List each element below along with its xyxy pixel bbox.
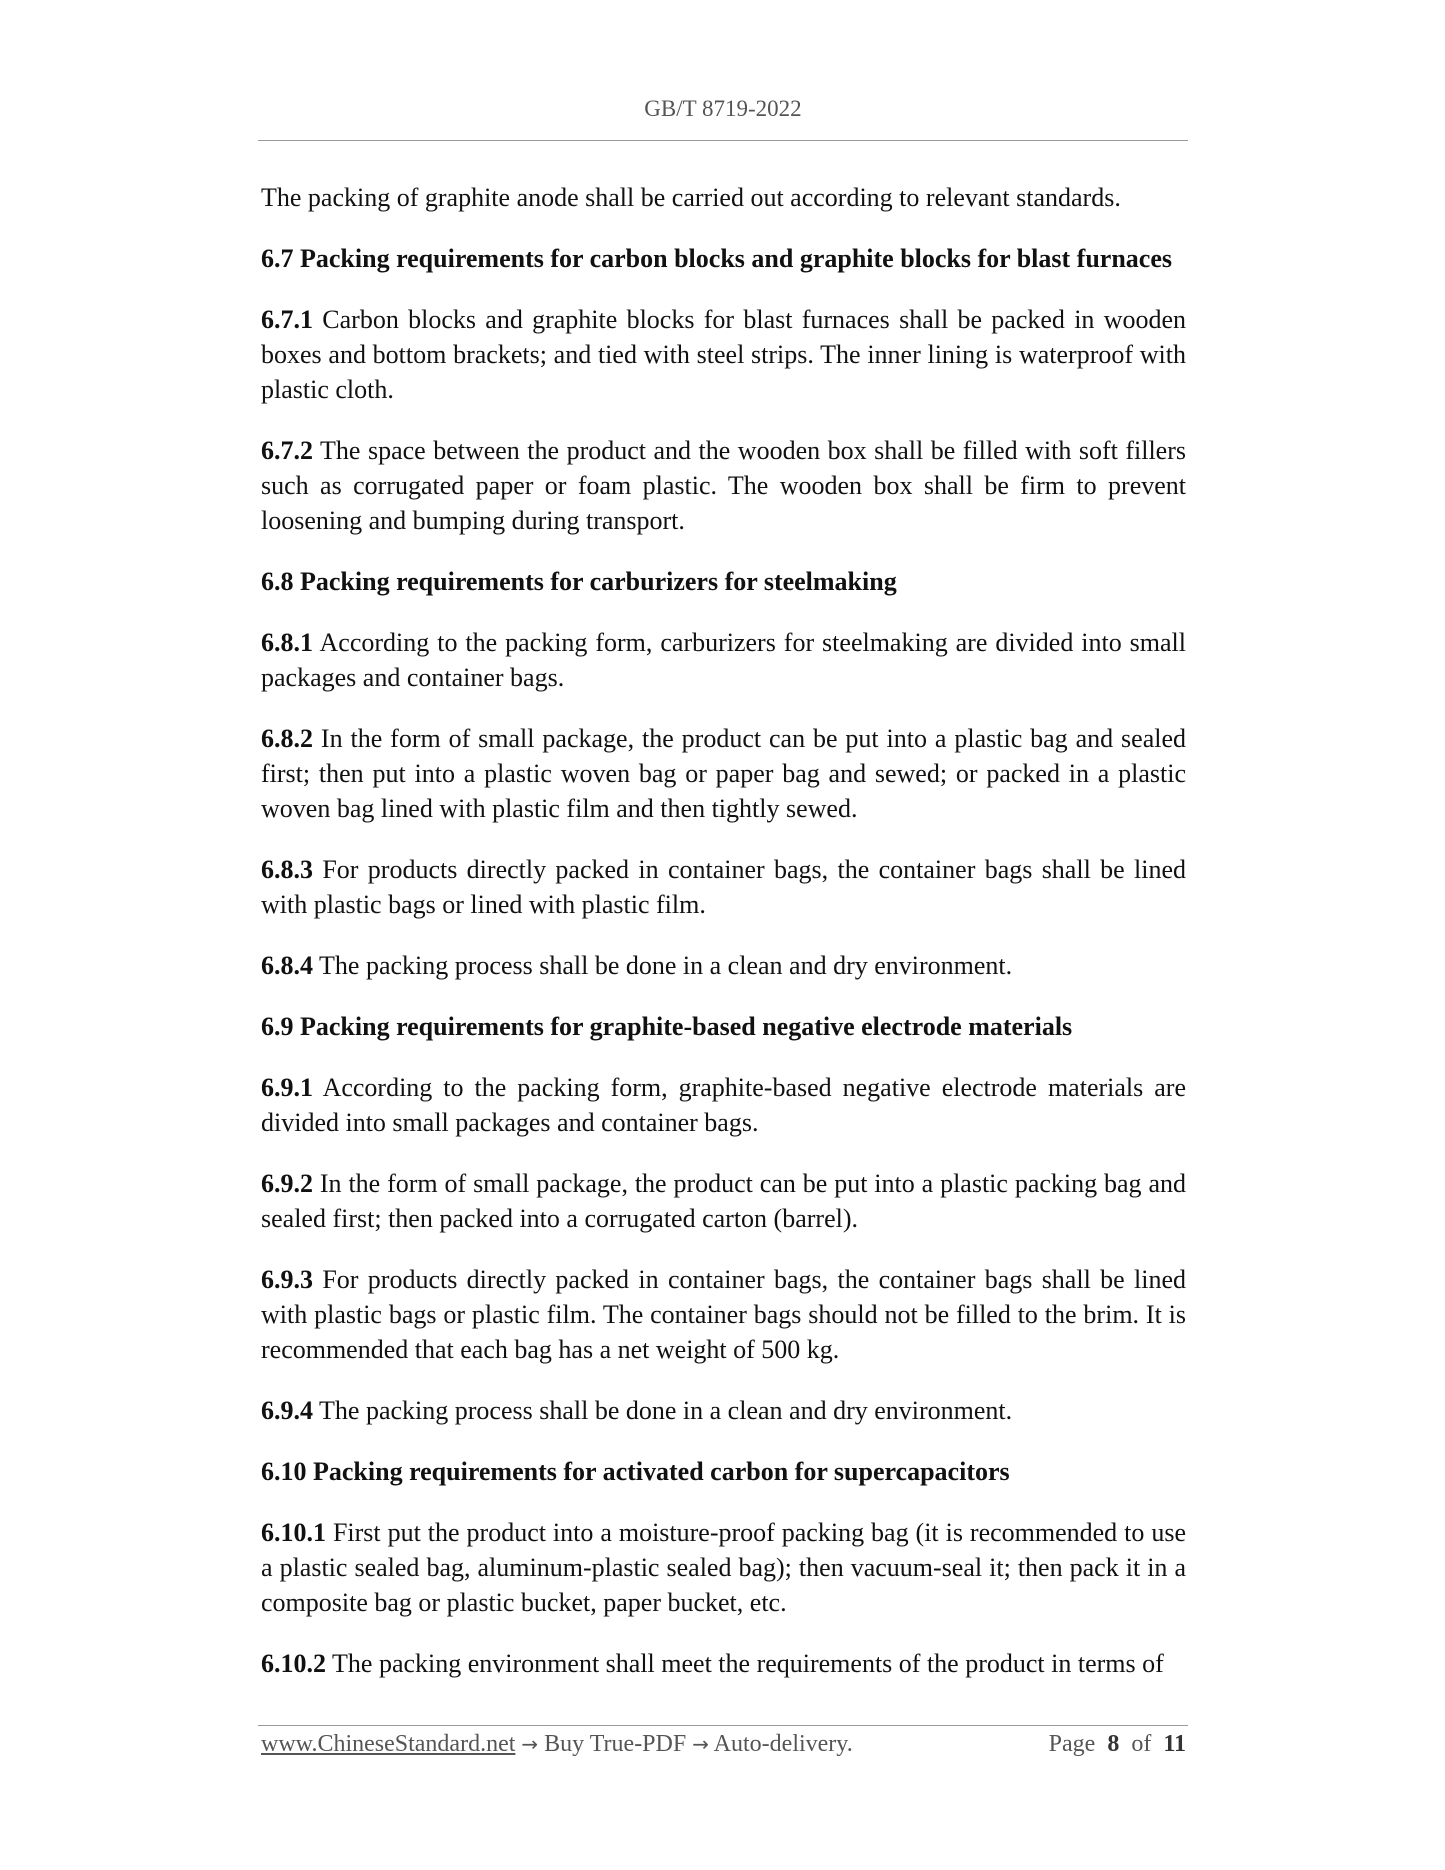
clause-text: The packing process shall be done in a clean and dry environment. (319, 951, 1013, 980)
clause-text: Carbon blocks and graphite blocks for blast furnaces shall be packed in wooden boxes and bottom brackets; and tied with steel strips. The inner lining is waterproof with plastic cloth. (261, 305, 1187, 404)
clause-number: 6.7.2 (261, 436, 313, 465)
clause-paragraph (261, 1262, 1186, 1367)
clause-paragraph (261, 1070, 1186, 1140)
clause-paragraph (261, 302, 1186, 407)
page-header-title: GB/T 8719-2022 (644, 96, 802, 121)
document-body (261, 180, 1186, 1707)
clause-paragraph (261, 1166, 1186, 1236)
page-indicator (1049, 1731, 1186, 1758)
clause-text: In the form of small package, the product can be put into a plastic packing bag and sealed first; then packed into a corrugated carton (barrel). (261, 1169, 1186, 1233)
clause-text: According to the packing form, graphite-based negative electrode materials are divided into small packages and container bags. (261, 1073, 1186, 1137)
clause-paragraph (261, 180, 1186, 215)
clause-number: 6.9.2 (261, 1169, 313, 1198)
footer-divider (258, 1725, 1188, 1726)
clause-paragraph (261, 1393, 1186, 1428)
clause-paragraph (261, 1515, 1186, 1620)
clause-number: 6.10.2 (261, 1649, 326, 1678)
clause-text: For products directly packed in container bags, the container bags shall be lined with plastic bags or lined with plastic film. (261, 855, 1187, 919)
clause-text: According to the packing form, carburizers for steelmaking are divided into small packages and container bags. (261, 628, 1186, 692)
footer-left (261, 1731, 853, 1758)
clause-text: The packing of graphite anode shall be carried out according to relevant standards. (261, 183, 1121, 212)
page-current: 8 (1107, 1731, 1120, 1757)
site-link[interactable]: www.ChineseStandard.net (261, 1731, 516, 1757)
clause-text: For products directly packed in container bags, the container bags shall be lined with plastic bags or plastic film. The container bags should not be filled to the brim. It is recommended that each bag has a net weight of 500 kg. (261, 1265, 1187, 1364)
clause-text: In the form of small package, the product can be put into a plastic bag and sealed first; then put into a plastic woven bag or paper bag and sewed; or packed in a plastic woven bag lined with plastic film and then tightly sewed. (261, 724, 1187, 823)
clause-paragraph (261, 721, 1186, 826)
clause-number: 6.9.1 (261, 1073, 313, 1102)
clause-number: 6.9.4 (261, 1396, 313, 1425)
clause-text: The space between the product and the wooden box shall be filled with soft fillers such as corrugated paper or foam plastic. The wooden box shall be firm to prevent loosening and bumping during transport. (261, 436, 1186, 535)
section-heading: 6.9 Packing requirements for graphite-based negative electrode materials (261, 1012, 1073, 1041)
clause-number: 6.9.3 (261, 1265, 313, 1294)
clause-paragraph (261, 948, 1186, 983)
buy-true-pdf-text: Buy True-PDF (544, 1731, 687, 1757)
page-total: 11 (1163, 1731, 1186, 1757)
arrow-right-icon: → (521, 1732, 539, 1756)
clause-number: 6.8.3 (261, 855, 313, 884)
page-word: Page (1048, 1731, 1096, 1757)
clause-text: First put the product into a moisture-proof packing bag (it is recommended to use a plastic sealed bag, aluminum-plastic sealed bag); then vacuum-seal it; then pack it in a composite bag or plastic bucket, paper bucket, etc. (261, 1518, 1186, 1617)
arrow-right-icon: → (692, 1732, 709, 1756)
section-heading: 6.7 Packing requirements for carbon blocks and graphite blocks for blast furnaces (261, 244, 1173, 273)
section-heading: 6.10 Packing requirements for activated carbon for supercapacitors (261, 1457, 1010, 1486)
clause-number: 6.7.1 (261, 305, 313, 334)
clause-number: 6.8.2 (261, 724, 313, 753)
clause-paragraph (261, 852, 1186, 922)
page-footer (261, 1731, 1186, 1758)
clause-text: The packing process shall be done in a clean and dry environment. (319, 1396, 1013, 1425)
section-heading: 6.8 Packing requirements for carburizers for steelmaking (261, 567, 897, 596)
auto-delivery-text: Auto-delivery. (713, 1731, 853, 1757)
clause-paragraph (261, 625, 1186, 695)
of-word: of (1131, 1731, 1152, 1757)
clause-text: The packing environment shall meet the requirements of the product in terms of (332, 1649, 1164, 1678)
clause-number: 6.10.1 (261, 1518, 326, 1547)
clause-number: 6.8.1 (261, 628, 313, 657)
clause-paragraph (261, 1646, 1186, 1681)
clause-paragraph (261, 433, 1186, 538)
header-divider (258, 140, 1188, 141)
clause-number: 6.8.4 (261, 951, 313, 980)
